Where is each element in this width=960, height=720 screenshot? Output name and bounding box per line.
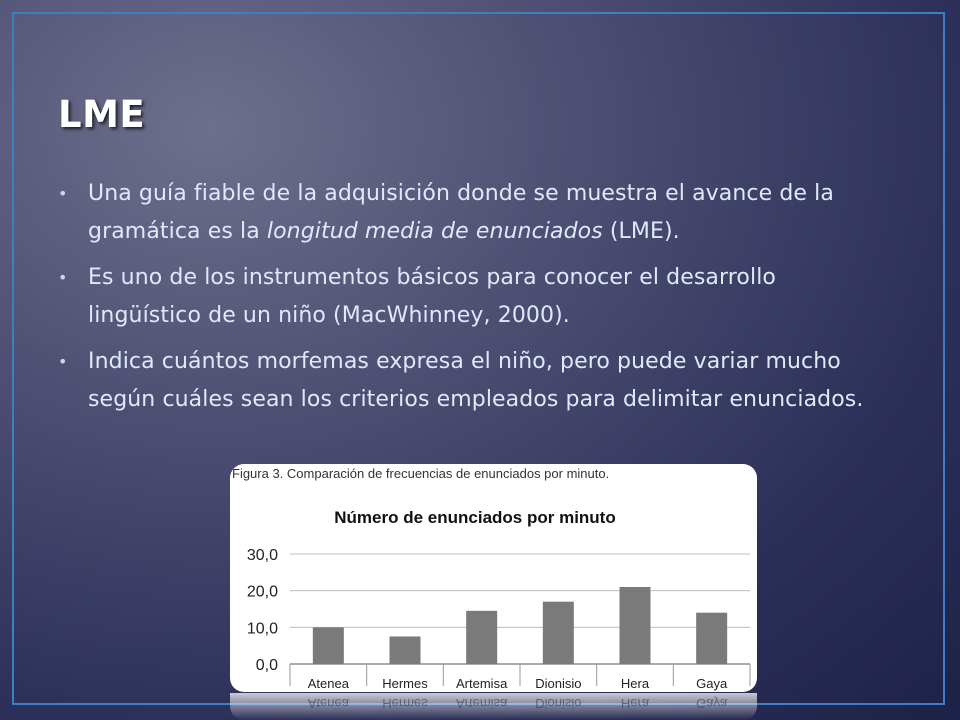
bullet-dot-icon: • bbox=[58, 268, 68, 287]
reflection-label: Dionisio bbox=[535, 696, 582, 711]
x-tick-label: Dionisio bbox=[535, 676, 582, 691]
bar-hera bbox=[620, 587, 651, 664]
bar-gaya bbox=[696, 613, 727, 664]
bullet-text: Indica cuántos morfemas expresa el niño, pero puede variar mucho según cuáles sean los criterios empleados para delimitar enunciados. bbox=[88, 349, 864, 412]
bar-dionisio bbox=[543, 602, 574, 664]
bullet-text: Es uno de los instrumentos básicos para conocer el desarrollo lingüístico de un niño (MacWhinney, 2000). bbox=[88, 265, 776, 328]
bullet-item bbox=[58, 343, 878, 419]
slide-title: LME bbox=[58, 93, 146, 136]
bullet-list bbox=[58, 175, 878, 427]
x-tick-label: Hermes bbox=[382, 676, 428, 691]
y-tick-label: 20,0 bbox=[246, 583, 278, 601]
bullet-text-end: (LME). bbox=[602, 219, 680, 244]
bullet-text: Una guía fiable de la adquisición donde se muestra el avance de la gramática es la bbox=[88, 181, 834, 244]
bar-artemisa bbox=[466, 611, 497, 664]
bullet-dot-icon: • bbox=[58, 352, 68, 371]
y-tick-label: 30,0 bbox=[246, 547, 278, 564]
x-tick-label: Atenea bbox=[307, 676, 349, 691]
bar-atenea bbox=[313, 627, 344, 664]
bullet-dot-icon: • bbox=[58, 184, 68, 203]
bullet-item bbox=[58, 259, 878, 335]
bar-chart bbox=[230, 464, 757, 692]
figure-caption: Figura 3. Comparación de frecuencias de enunciados por minuto. bbox=[232, 466, 610, 481]
reflection-labels bbox=[230, 693, 757, 713]
bar-hermes bbox=[390, 637, 421, 665]
reflection-label: Hermes bbox=[382, 696, 428, 711]
chart-card bbox=[230, 464, 757, 692]
y-tick-label: 0,0 bbox=[255, 657, 278, 674]
chart-reflection bbox=[230, 693, 757, 720]
x-tick-label: Hera bbox=[620, 676, 650, 691]
bullet-emphasis: longitud media de enunciados bbox=[266, 219, 603, 244]
chart-title: Número de enunciados por minuto bbox=[334, 508, 616, 527]
reflection-label: Hera bbox=[620, 696, 650, 711]
reflection-label: Artemisa bbox=[456, 696, 508, 711]
reflection-label: Atenea bbox=[307, 696, 349, 711]
y-tick-label: 10,0 bbox=[246, 620, 278, 638]
reflection-label: Gaya bbox=[696, 696, 728, 711]
bullet-item bbox=[58, 175, 878, 251]
x-tick-label: Gaya bbox=[696, 676, 728, 691]
x-tick-label: Artemisa bbox=[456, 676, 508, 691]
